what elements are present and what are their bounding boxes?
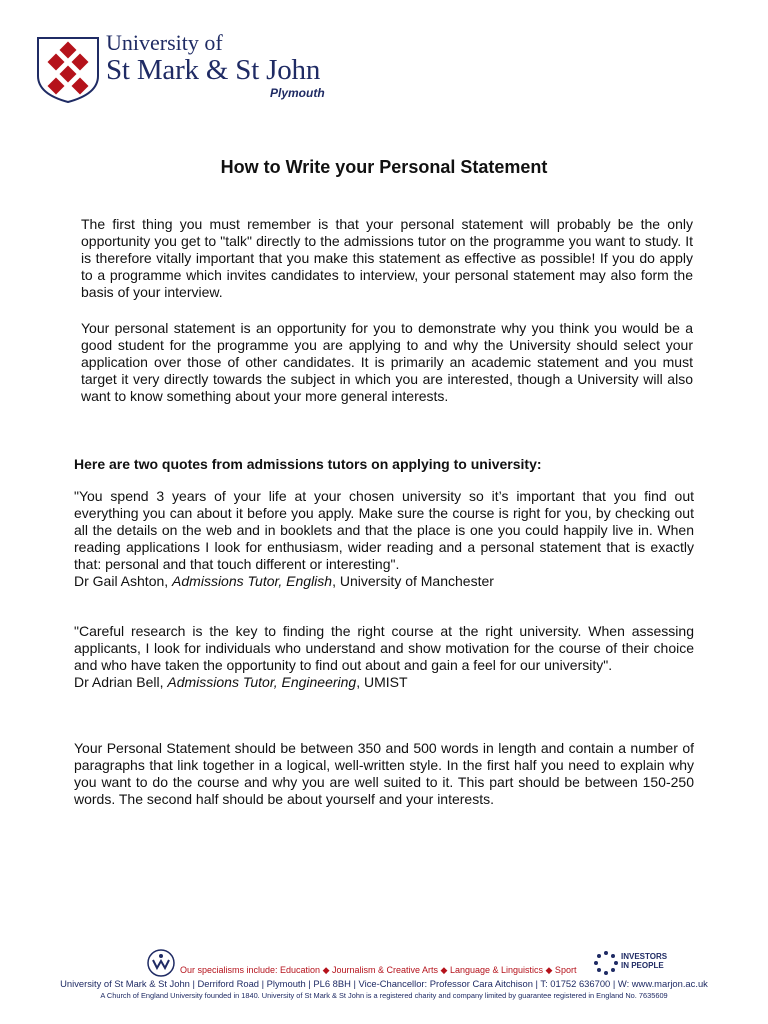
quote-2 [74,623,694,691]
quotes-heading: Here are two quotes from admissions tutors on applying to university: [74,456,542,472]
logo-line-3: Plymouth [270,86,325,100]
charter-emblem-icon [146,948,176,978]
quote-2-text: "Careful research is the key to finding the right course at the right university. When assessing applicants, I look for individuals who understand and show motivation for the course of their choice and who have taken the opportunity to find out about and gain a feel for our university". [74,623,694,673]
investors-in-people-label [621,952,681,970]
quote-2-institution: , UMIST [356,674,408,690]
university-logo [36,28,346,112]
quote-1-name: Dr Gail Ashton, [74,573,173,589]
logo-line-1: University of [106,30,223,55]
quote-1-role: Admissions Tutor, English [172,573,333,589]
document-title: How to Write your Personal Statement [220,157,548,177]
investors-line-1: INVESTORS [621,952,668,961]
logo-line-2: St Mark & St John [106,54,321,86]
quote-2-name: Dr Adrian Bell, [74,674,168,690]
investors-in-people-icon [593,950,619,976]
footer-charity-notice: A Church of England University founded in 1840. University of St Mark & St John is a registered charity and company limited by guarantee registered in England No. 7635609 [100,991,668,1000]
quote-1-text: "You spend 3 years of your life at your chosen university so it’s important that you find out everything you can about it before you apply. Make sure the course is right for you, by checking out all the details on the web and in booklets and that the place is one you could happily live in. When reading applications I look for enthusiasm, wider reading and a personal statement that is exactly that: personal and that touch different or interesting". [74,488,694,572]
quote-2-role: Admissions Tutor, Engineering [167,674,357,690]
word-count-paragraph: Your Personal Statement should be between 350 and 500 words in length and contain a number of paragraphs that link together in a logical, well-written style. In the first half you need to explain why you want to do the course and why you are well suited to it. This part should be between 150-250 words. The second half should be about yourself and your interests. [74,740,694,807]
footer-address: University of St Mark & St John | Derriford Road | Plymouth | PL6 8BH | Vice-Chancellor: Professor Cara Aitchison | T: 01752 636700 | W: www.marjon.ac.uk [60,978,708,989]
page-footer [0,940,768,1010]
quote-2-attribution [74,674,694,691]
investors-line-2: IN PEOPLE [621,961,664,970]
shield-crest-icon [36,36,100,104]
quote-1-institution: , University of Manchester [332,573,494,589]
intro-paragraph-1: The first thing you must remember is that your personal statement will probably be the only opportunity you get to "talk" directly to the admissions tutor on the programme you want to study. It is therefore vitally important that you make this statement as effective as possible! If you do apply to a programme which invites candidates to interview, your personal statement may also form the basis of your interview. [81,216,693,300]
intro-paragraph-2: Your personal statement is an opportunity for you to demonstrate why you think you would be a good student for the programme you are applying to and why the University should select your application over those of other candidates. It is primarily an academic statement and you must target it very directly towards the subject in which you are interested, though a University will also want to know something about your more general interests. [81,320,693,404]
quote-1-attribution [74,573,694,590]
quote-1 [74,488,694,590]
footer-specialisms: Our specialisms include: Education ◆ Journalism & Creative Arts ◆ Language & Linguistics ◆ Sport [180,965,577,975]
